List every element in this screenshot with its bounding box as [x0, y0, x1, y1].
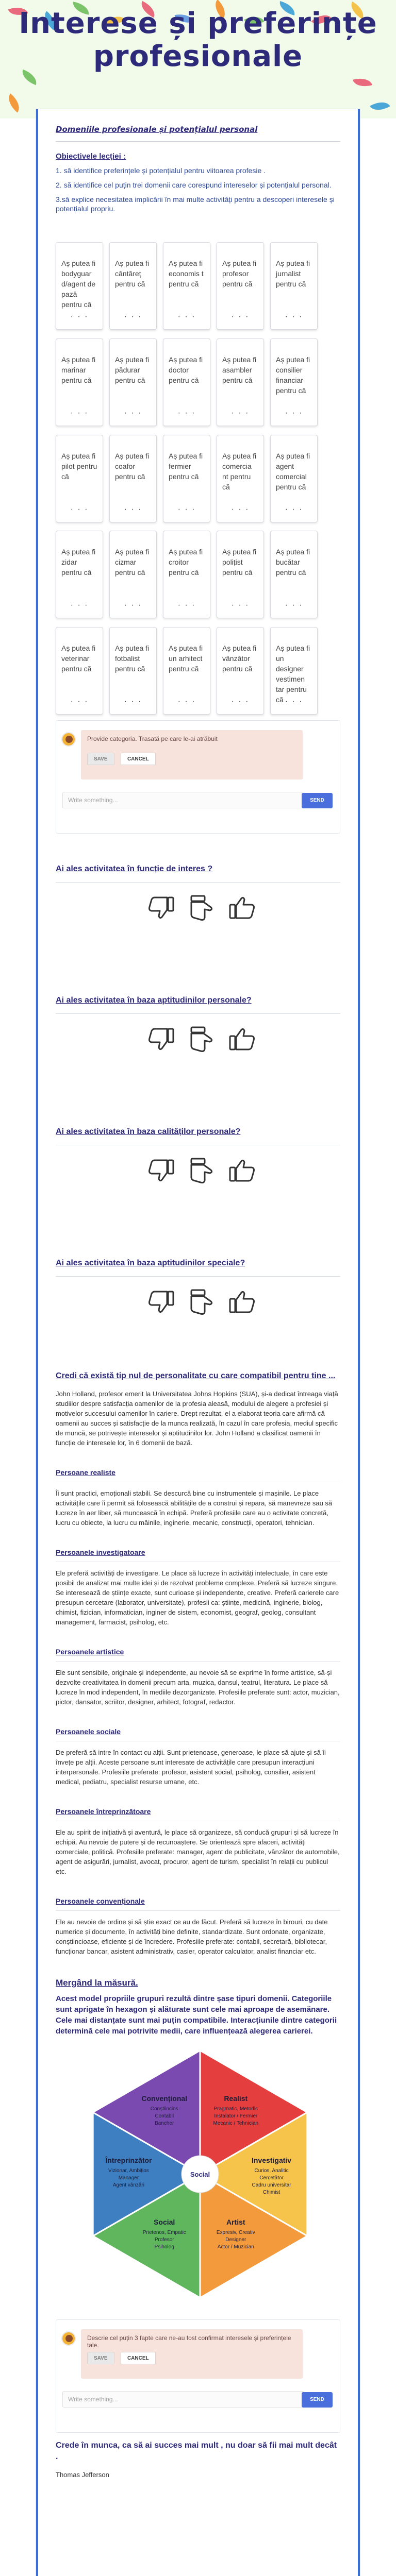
job-card-text: Aș putea fi coafor pentru că — [115, 451, 150, 481]
divider — [56, 141, 340, 142]
closing-quote: Crede în munca, ca să ai succes mai mult , nu doar să fii mai mult decât . — [56, 2441, 337, 2461]
page-title — [0, 7, 396, 73]
job-card[interactable] — [56, 338, 103, 426]
thumbs-up-icon[interactable] — [227, 894, 257, 921]
rating-thumbs — [146, 1026, 267, 1053]
hexagon-label-social: Social — [154, 2218, 175, 2226]
page-title-line-2: profesionale — [93, 40, 303, 73]
more-options-icon[interactable]: · · · — [285, 697, 303, 706]
job-card-text: Aș putea fi asambler pentru că — [222, 355, 257, 384]
question-title: Ai ales activitatea în baza calităților personale? — [56, 1127, 241, 1136]
job-card[interactable] — [56, 435, 103, 522]
more-options-icon[interactable]: · · · — [285, 408, 303, 417]
job-card[interactable] — [109, 531, 157, 618]
more-options-icon[interactable]: · · · — [285, 312, 303, 321]
personality-section — [56, 1727, 340, 1787]
hexagon-label-intreprinzator: Întreprinzător — [105, 2156, 152, 2164]
more-options-icon[interactable]: · · · — [285, 504, 303, 514]
job-card[interactable] — [163, 435, 210, 522]
more-options-icon[interactable]: · · · — [124, 408, 142, 417]
model-description: Acest model propriile grupuri rezultă dintre șase tipuri domenii. Categoriile sunt aprigate în hexagon și alăturate sunt cele mai aproape de asemănare. Cele mai distanțate sunt mai puțin compatibile. Interacțiunile dintre categorii determină cele mai potrivite medii, care influențează alegerea carierei. — [56, 1994, 337, 2036]
section-body: Ele au nevoie de ordine și să știe exact ce au de făcut. Preferă să lucreze în birouri, cu date numerice și documente, în activități bine definite, standardizate. Sunt ordonate, organizate, conștiincioase, eficiente și de încredere. Profesiile preferate: contabil, secretară, bibliotecar, funcționar bancar, asistent administrativ, casier, operator calculator, analist financiar etc. — [56, 1918, 328, 1955]
comment-button-row — [87, 753, 160, 765]
section-title: Persoanele investigatoare — [56, 1548, 340, 1562]
job-card[interactable] — [56, 531, 103, 618]
section-title: Persoanele sociale — [56, 1727, 340, 1741]
rating-thumbs — [146, 1157, 267, 1184]
job-card-text: Aș putea fi cizmar pentru că — [115, 548, 150, 577]
hexagon-detail-intreprinzator: Vizionar, Ambițios — [108, 2168, 149, 2174]
job-card-text: Aș putea fi economis t pentru că — [169, 259, 204, 288]
more-options-icon[interactable]: · · · — [177, 601, 196, 610]
holland-hexagon-diagram — [56, 2049, 344, 2299]
section-title: Persoane realiste — [56, 1468, 340, 1482]
thumbs-down-icon[interactable] — [146, 1289, 176, 1315]
rating-question — [56, 834, 340, 965]
hexagon-detail-investigativ: Cadru universitar — [252, 2182, 291, 2188]
hexagon-label-artist: Artist — [226, 2218, 245, 2226]
hexagon-detail-conventional: Contabil — [155, 2113, 174, 2119]
avatar-face-icon — [65, 736, 73, 743]
job-card[interactable] — [270, 242, 318, 330]
send-button[interactable]: SEND — [302, 793, 333, 808]
hexagon-detail-realist: Mecanic / Tehnician — [213, 2121, 259, 2126]
comment-input[interactable]: Write something... — [62, 2391, 305, 2408]
more-options-icon[interactable]: · · · — [124, 504, 142, 514]
job-card-text: Aș putea fi marinar pentru că — [61, 355, 96, 384]
comment-prompt-text: Provide categoria. Trasată pe care le-ai atrăbuit — [87, 735, 218, 742]
question-title: Ai ales activitatea în baza aptitudinilor speciale? — [56, 1259, 245, 1267]
hexagon-detail-investigativ: Cercetător — [259, 2175, 284, 2181]
job-card-text: Aș putea fi agent comercial pentru că — [276, 451, 310, 491]
rating-question — [56, 965, 340, 1096]
divider — [56, 882, 340, 883]
intro-paragraph: John Holland, profesor emerit la Universitatea Johns Hopkins (SUA), și-a dedicat întreaga viață studiilor despre satisfacția oamenilor de la profesia aleasă, modului de alegere a profesiei și motivelor succesului oamenilor în cariere. Drept rezultat, el a elaborat teoria care afirmă că oamenii au succes și satisfacție de la munca realizată, în cazul în care profesia, mediul specific de muncă, se potrivește intereselor și aptitudinilor lor. John Holland a clasificat oamenii în funcție de interesele lor, în 6 domenii de bază. — [56, 1390, 338, 1447]
goal-item: 2. să identifice cel puțin trei domenii care corespund intereselor și potențialul personal. — [56, 181, 332, 189]
job-card[interactable] — [163, 338, 210, 426]
comment-box — [56, 2319, 340, 2433]
page-title-line-1: Interese și preferințe — [19, 7, 377, 40]
divider — [56, 1013, 340, 1014]
intro-heading: Credi că există tip nul de personalitate cu care compatibil pentru tine ... — [56, 1371, 336, 1380]
job-card-text: Aș putea fi vânzător pentru că — [222, 644, 257, 673]
hexagon-detail-social: Profesor — [154, 2237, 174, 2243]
hexagon-detail-conventional: Conștiincios — [150, 2106, 178, 2112]
job-card[interactable] — [217, 338, 264, 426]
job-card[interactable] — [109, 627, 157, 715]
section-body: Ele preferă activități de investigare. Le place să lucreze în activități intelectuale, în care este posibil de analizat mai multe idei și de rezolvat probleme complexe. Preferă să lucreze singure. Se interesează de științe exacte, sunt curioase și independente, creative. Preferă carierele care presupun cercetare (laborator, universitate), profesii ca: științe, medicină, inginerie, biolog, chimist, fizician, informatician, inginer de sistem, economist, geograf, geolog, consultant management, farmacist, psiholog, etc. — [56, 1569, 339, 1626]
hexagon-detail-intreprinzator: Manager — [118, 2175, 139, 2181]
more-options-icon[interactable]: · · · — [285, 601, 303, 610]
job-card-text: Aș putea fi un arhitect pentru că — [169, 644, 203, 673]
job-card[interactable] — [163, 531, 210, 618]
goal-item: 3.să explice necesitatea implicării în mai multe activități pentru a descoperi interesele și potențialul propriu. — [56, 195, 335, 213]
job-card[interactable] — [217, 242, 264, 330]
cancel-button[interactable]: CANCEL — [121, 753, 156, 765]
leaf-icon — [4, 93, 24, 112]
personality-sections — [56, 1468, 340, 1956]
job-card-text: Aș putea fi pilot pentru că — [61, 451, 97, 481]
hexagon-label-investigativ: Investigativ — [252, 2156, 292, 2164]
personality-section — [56, 1648, 340, 1707]
hexagon-detail-investigativ: Curios, Analitic — [254, 2168, 289, 2174]
comment-button-row — [87, 2352, 160, 2364]
hexagon-detail-investigativ: Chimist — [262, 2190, 280, 2195]
thumbs-sideways-icon[interactable] — [187, 1289, 217, 1315]
more-options-icon[interactable]: · · · — [70, 697, 89, 706]
more-options-icon[interactable]: · · · — [231, 697, 250, 706]
comment-input[interactable]: Write something... — [62, 792, 305, 808]
job-card[interactable] — [163, 242, 210, 330]
job-card[interactable] — [217, 627, 264, 715]
section-body: Ele sunt sensibile, originale și independente, au nevoie să se exprime în forme artistice, să-și dezvolte creativitatea în domenii precum arta, muzica, dansul, teatrul, literatura. Le place să lucreze în mod independent, în mediile dezorganizate. Profesiile preferate sunt: actor, muzician, pictor, dansator, scriitor, designer, arhitect, fotograf, redactor. — [56, 1669, 340, 1706]
job-card[interactable] — [109, 435, 157, 522]
hexagon-detail-social: Psiholog — [154, 2244, 174, 2250]
job-card-text: Aș putea fi un designer vestimen tar pentru că — [276, 644, 310, 704]
job-card[interactable] — [270, 338, 318, 426]
more-options-icon[interactable]: · · · — [231, 408, 250, 417]
job-card[interactable] — [56, 242, 103, 330]
job-card[interactable] — [217, 531, 264, 618]
thumbs-down-icon[interactable] — [146, 894, 176, 921]
worksheet — [36, 109, 360, 2576]
send-button[interactable]: SEND — [302, 2392, 333, 2408]
job-card-text: Aș putea fi consilier financiar pentru că — [276, 355, 310, 395]
hexagon-detail-artist: Expresiv, Creativ — [216, 2230, 255, 2235]
avatar-face-icon — [65, 2335, 73, 2342]
job-card-text: Aș putea fi comercia nt pentru că — [222, 451, 257, 491]
section-body: Îi sunt practici, emoționali stabili. Se descurcă bine cu instrumentele și mașinile. Le place activitățile care îi permit să folosească abilitățile de a construi și repara, să manevreze sau să lucreze în aer liber, să muncească în echipă. Preferă profesiile care au o activitate concretă, lucru cu obiecte, la lucru cu mâinile, inginerie, mecanic, construcții, operatori, tehnician. — [56, 1489, 333, 1527]
save-button[interactable]: SAVE — [87, 753, 114, 765]
personality-section — [56, 1548, 340, 1627]
hexagon-detail-realist: Pragmatic, Metodic — [213, 2106, 258, 2112]
hexagon-detail-realist: Instalator / Fermier — [214, 2113, 258, 2119]
hexagon-detail-conventional: Bancher — [155, 2121, 174, 2126]
divider — [56, 1276, 340, 1277]
more-options-icon[interactable]: · · · — [177, 408, 196, 417]
more-options-icon[interactable]: · · · — [124, 601, 142, 610]
section-body: Ele au spirit de inițiativă și aventură, le place să organizeze, să conducă grupuri și să lucreze în echipă. Au nevoie de putere și de recunoaștere. Se orientează spre afaceri, activități comerciale, politică. Profesiile preferate: manager, agent de publicitate, vânzător de automobile, agent de asigurări, jurnalist, avocat, procuror, agent de turism, specialist în relații cu publicul etc. — [56, 1828, 340, 1875]
hexagon-center-label: Social — [190, 2171, 210, 2178]
job-card-text: Aș putea fi zidar pentru că — [61, 548, 96, 577]
more-options-icon[interactable]: · · · — [70, 408, 89, 417]
quote-author: Thomas Jefferson — [56, 2471, 109, 2479]
hexagon-detail-artist: Actor / Muzician — [217, 2244, 254, 2250]
job-card-text: Aș putea fi bodyguar d/agent de pază pentru că — [61, 259, 96, 309]
question-title: Ai ales activitatea în funcție de interes ? — [56, 865, 213, 873]
question-title: Ai ales activitatea în baza aptitudinilor personale? — [56, 996, 252, 1005]
rating-question — [56, 1228, 340, 1359]
thumbs-down-icon[interactable] — [146, 1026, 176, 1053]
more-options-icon[interactable]: · · · — [231, 504, 250, 514]
hexagon-label-conventional: Convențional — [141, 2094, 188, 2103]
personality-section — [56, 1897, 340, 1956]
more-options-icon[interactable]: · · · — [70, 504, 89, 514]
more-options-icon[interactable]: · · · — [231, 312, 250, 321]
leaf-icon — [370, 97, 390, 115]
more-options-icon[interactable]: · · · — [70, 601, 89, 610]
job-card[interactable] — [163, 627, 210, 715]
rating-thumbs — [146, 894, 267, 921]
section-body: De preferă să intre în contact cu alții. Sunt prietenoase, generoase, le place să ajute și să îi învețe pe alții. Aceste persoane sunt interesate de activitățile care presupun interacțiuni interpersonale. Profesiile preferate: profesor, asistent social, psiholog, consilier, asistent medical, pediatru, specialist resurse umane, etc. — [56, 1749, 326, 1786]
cancel-button[interactable]: CANCEL — [121, 2352, 156, 2364]
more-options-icon[interactable]: · · · — [124, 697, 142, 706]
thumbs-sideways-icon[interactable] — [187, 1026, 217, 1053]
more-options-icon[interactable]: · · · — [70, 312, 89, 321]
page-subtitle: Domeniile profesionale și potențialul personal — [56, 125, 258, 134]
job-card-text: Aș putea fi doctor pentru că — [169, 355, 203, 384]
job-card-text: Aș putea fi bucătar pentru că — [276, 548, 310, 577]
personality-section — [56, 1468, 340, 1528]
thumbs-up-icon[interactable] — [227, 1289, 257, 1315]
more-options-icon[interactable]: · · · — [177, 312, 196, 321]
rating-thumbs — [146, 1289, 267, 1315]
thumbs-sideways-icon[interactable] — [187, 894, 217, 921]
more-options-icon[interactable]: · · · — [231, 601, 250, 610]
job-card[interactable] — [56, 627, 103, 715]
job-card-text: Aș putea fi profesor pentru că — [222, 259, 257, 288]
hexagon-detail-intreprinzator: Agent vânzări — [112, 2182, 145, 2188]
rating-questions — [56, 834, 340, 1359]
save-button[interactable]: SAVE — [87, 2352, 114, 2364]
goal-item: 1. să identifice preferințele și potențialul pentru viitoarea profesie . — [56, 166, 266, 175]
more-options-icon[interactable]: · · · — [177, 504, 196, 514]
avatar — [61, 2331, 76, 2346]
job-card[interactable] — [270, 435, 318, 522]
job-card-text: Aș putea fi cântăreț pentru că — [115, 259, 150, 288]
section-title: Persoanele întreprinzătoare — [56, 1807, 340, 1821]
job-card-text: Aș putea fi fotbalist pentru că — [115, 644, 150, 673]
job-card[interactable] — [109, 242, 157, 330]
more-options-icon[interactable]: · · · — [124, 312, 142, 321]
leaf-icon — [353, 75, 372, 90]
job-card[interactable] — [270, 627, 318, 715]
job-card-text: Aș putea fi jurnalist pentru că — [276, 259, 310, 288]
job-card[interactable] — [270, 531, 318, 618]
rating-question — [56, 1096, 340, 1228]
job-card-text: Aș putea fi croitor pentru că — [169, 548, 203, 577]
model-heading: Mergând la măsură. — [56, 1978, 138, 1988]
thumbs-up-icon[interactable] — [227, 1026, 257, 1053]
comment-prompt-text: Descrie cel puțin 3 fapte care ne-au fost confirmat interesele și preferințele tale. — [87, 2334, 291, 2349]
job-card-text: Aș putea fi polițist pentru că — [222, 548, 257, 577]
job-card-grid — [56, 242, 340, 716]
thumbs-sideways-icon[interactable] — [187, 1157, 217, 1184]
section-title: Persoanele artistice — [56, 1648, 340, 1662]
comment-box — [56, 720, 340, 834]
thumbs-up-icon[interactable] — [227, 1157, 257, 1184]
job-card-text: Aș putea fi fermier pentru că — [169, 451, 203, 481]
hexagon-detail-social: Prietenos, Empatic — [142, 2230, 186, 2235]
thumbs-down-icon[interactable] — [146, 1157, 176, 1184]
job-card-text: Aș putea fi pădurar pentru că — [115, 355, 150, 384]
job-card[interactable] — [109, 338, 157, 426]
more-options-icon[interactable]: · · · — [177, 697, 196, 706]
header-banner — [0, 0, 396, 118]
job-card[interactable] — [217, 435, 264, 522]
hexagon-detail-artist: Designer — [225, 2237, 246, 2243]
goals-heading: Obiectivele lecției : — [56, 152, 126, 161]
avatar — [61, 732, 76, 747]
section-title: Persoanele convenționale — [56, 1897, 340, 1911]
personality-section — [56, 1807, 340, 1876]
hexagon-label-realist: Realist — [224, 2094, 248, 2103]
job-card-text: Aș putea fi veterinar pentru că — [61, 644, 96, 673]
